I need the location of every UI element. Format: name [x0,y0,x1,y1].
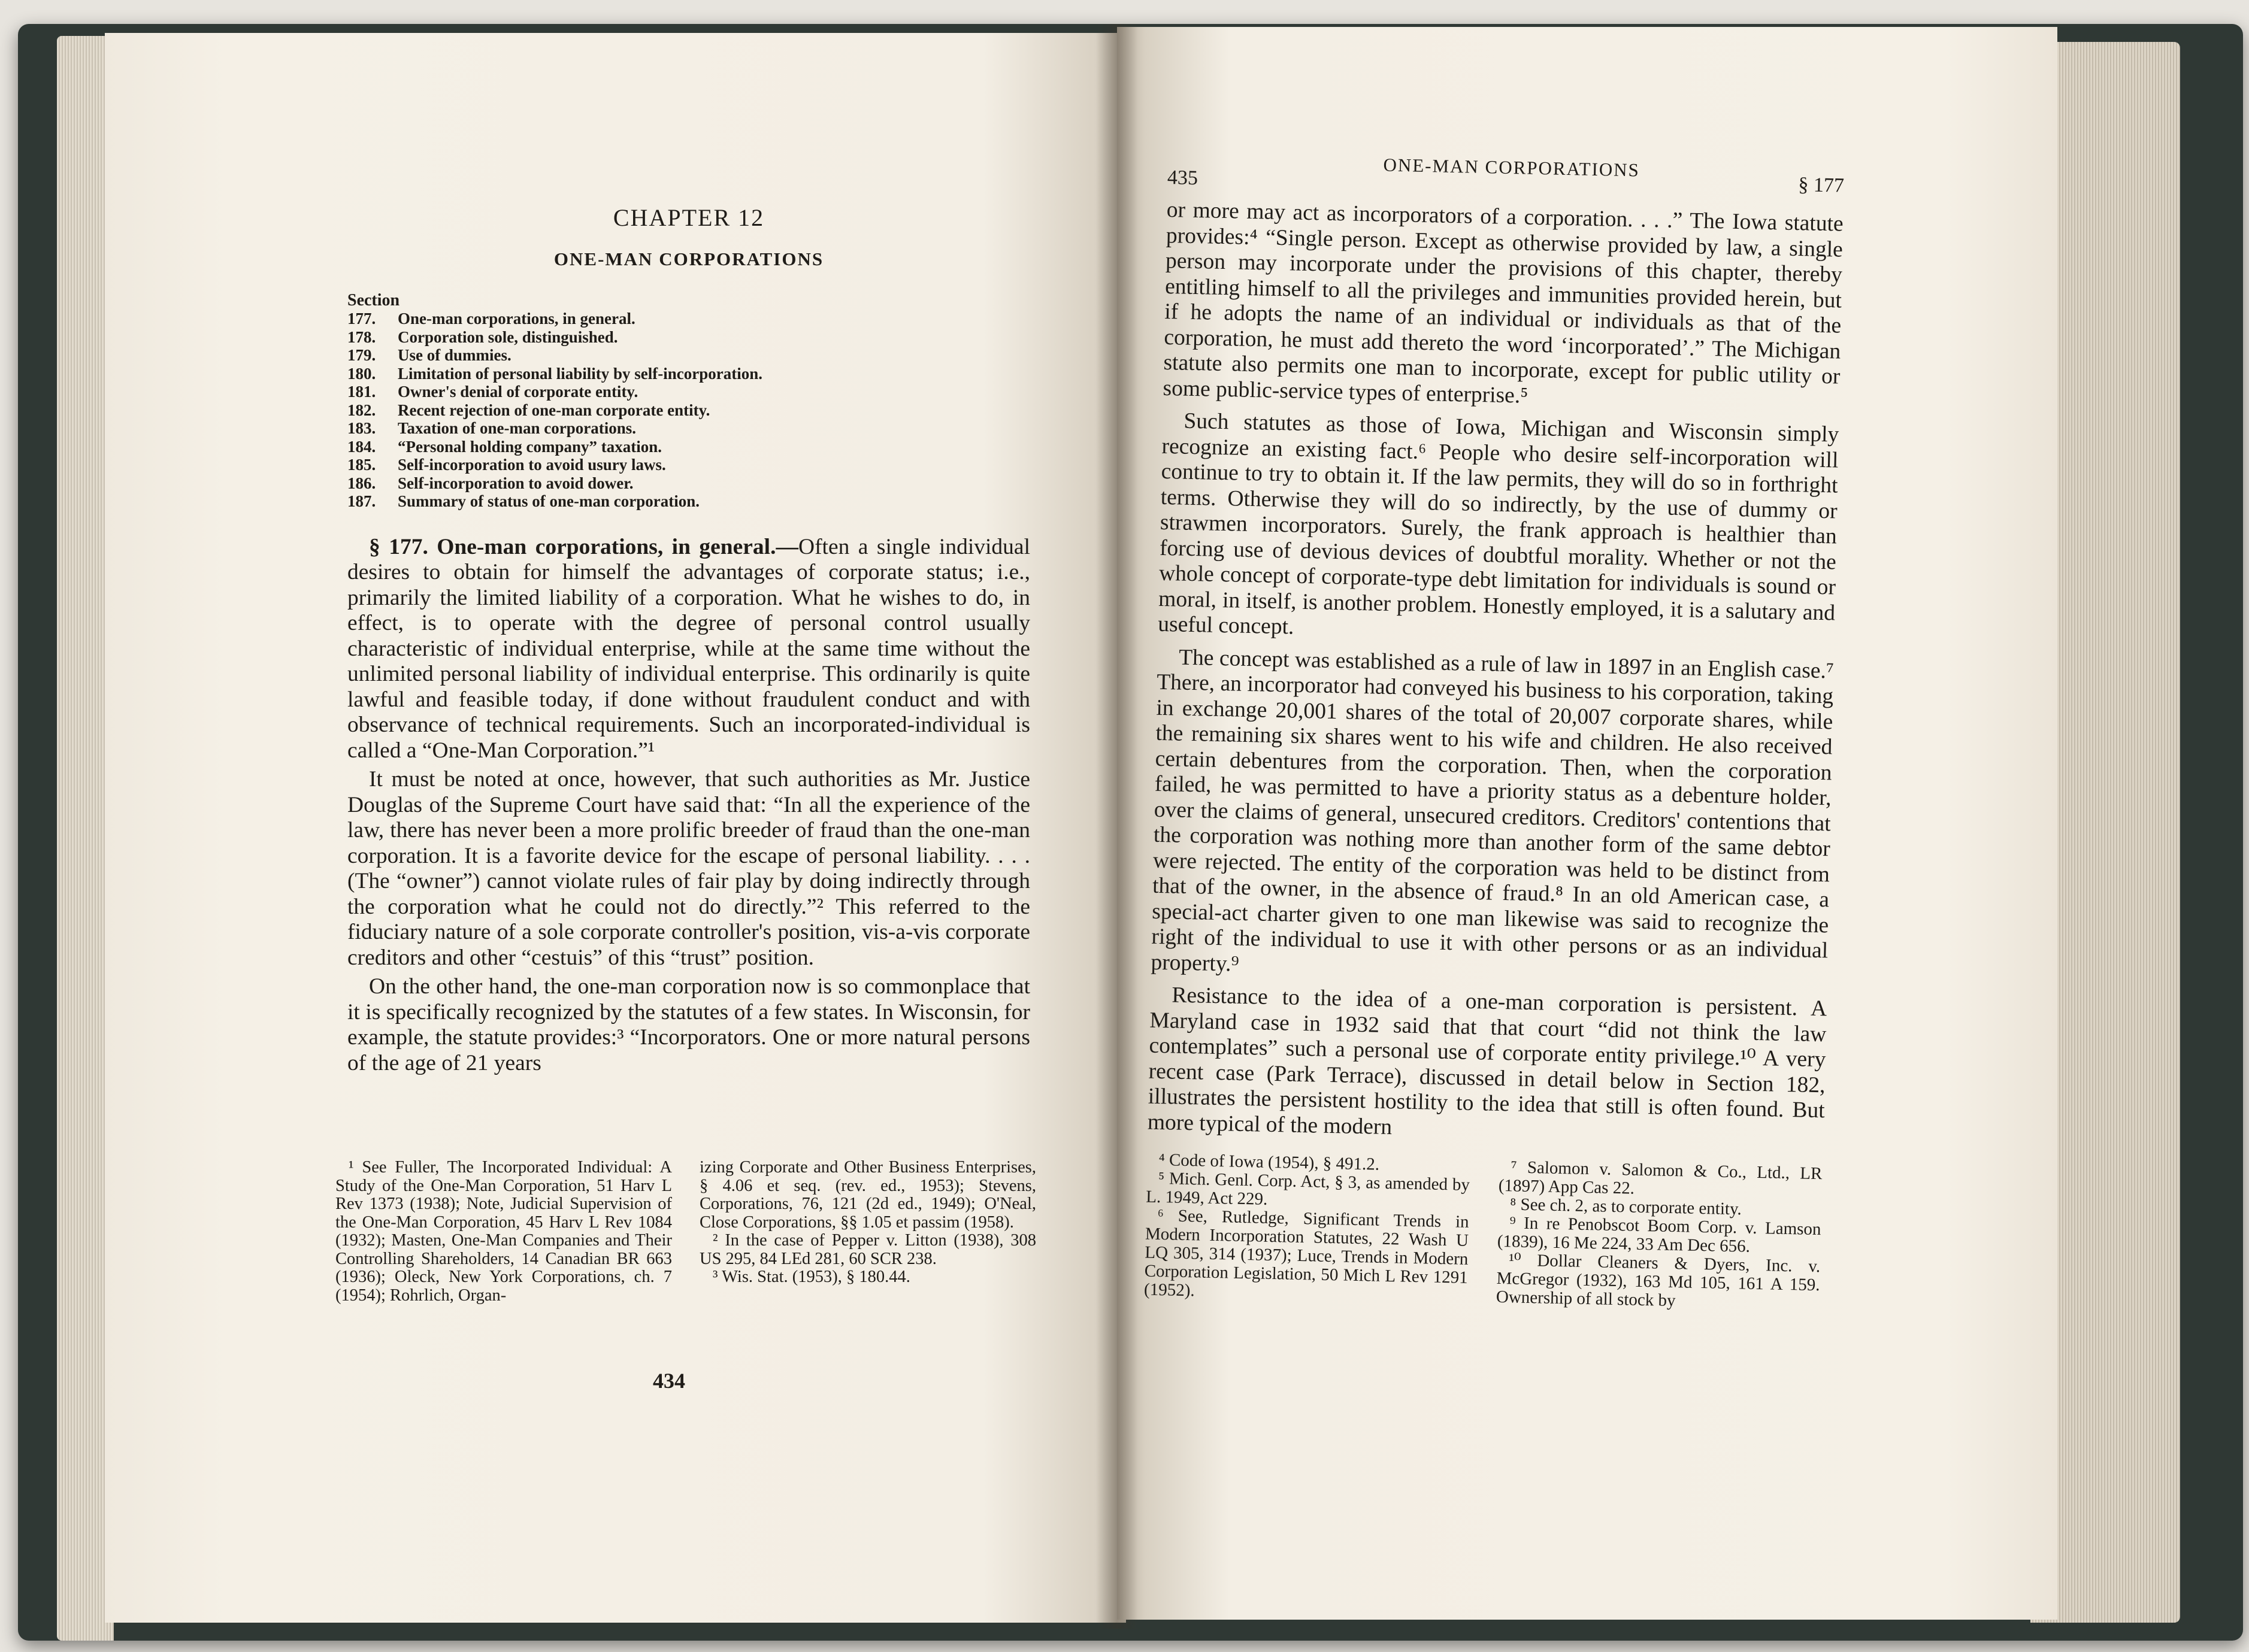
toc-item: 180. Limitation of personal liability by self-incorporation. [347,364,763,383]
toc-item: 187. Summary of status of one-man corporation. [347,492,700,510]
footnote: ¹⁰ Dollar Cleaners & Dyers, Inc. v. McGregor (1932), 163 Md 105, 161 A 159. Ownership of all stock by [1496,1250,1821,1311]
section-heading: § 177. One-man corporations, in general.— [369,534,798,559]
toc-item: 183. Taxation of one-man corporations. [347,419,637,437]
footnote: ⁴ Code of Iowa (1954), § 491.2. [1158,1150,1380,1174]
page-number: 435 [1167,166,1198,190]
footnote: ³ Wis. Stat. (1953), § 180.44. [713,1268,910,1286]
paragraph: Such statutes as those of Iowa, Michigan and Wisconsin simply recognize an existing fact.⁶ People who desire self-incorporation will continue to try to obtain it. If the law permits, they will do so in forthright terms. Otherwise they will do so indirectly, by the use of dummy or strawmen incorporators. Surely, the frank approach is healthier than forcing use of devious devices of doubtful morality. Whether or not the whole concept of corporate-type debt limitation for individuals is sound or moral, in itself, is another problem. Honestly employed, it is a salutary and useful concept. [1157,408,1839,639]
footnote: ⁸ See ch. 2, as to corporate entity. [1509,1195,1742,1219]
toc-item: 184. “Personal holding company” taxation. [347,437,662,456]
toc-item: 186. Self-incorporation to avoid dower. [347,474,634,492]
chapter-title: ONE-MAN CORPORATIONS [553,248,824,269]
footnote: ⁹ In re Penobscot Boom Corp. v. Lamson (1839), 16 Me 224, 33 Am Dec 656. [1497,1213,1821,1256]
page-number: 434 [653,1369,685,1393]
left-body-text [347,535,1030,1077]
running-title: ONE-MAN CORPORATIONS [1383,154,1640,181]
footnote-column [700,1159,1036,1305]
paragraph: or more may act as incorporators of a corporation. . . .” The Iowa statute provides:⁴ “Single person. Except as otherwise provided by law, a single person may incorporate under the provisions of this chapter, thereby entitling himself to all the privileges and immunities provided herein, but if he adopts the name of an individual or individuals as that of the corporation, he must add thereto the word ‘incorporated’.” The Michigan statute also permits one man to incorporate, except for public utility or some public-service types of enterprise.⁵ [1163,197,1844,408]
left-footnotes [335,1159,1036,1305]
toc-item: 185. Self-incorporation to avoid usury laws. [347,456,666,474]
toc-item: 182. Recent rejection of one-man corporate entity. [347,401,710,419]
footnote: ⁷ Salomon v. Salomon & Co., Ltd., LR (1897) App Cas 22. [1498,1157,1823,1198]
paragraph: The concept was established as a rule of law in 1897 in an English case.⁷ There, an incorporator had conveyed his business to his corporation, taking in exchange 20,001 shares of the total of 20,007 corporate shares, while the remaining six shares went to his wife and children. He also received certain debentures from the corporation. Then, when the corporation failed, he was permitted to have a priority status as a debenture holder, over the claims of general, unsecured creditors. Creditors' contentions that the corporation was nothing more than another form of the same debtor were rejected. The entity of the corporation was held to be distinct from that of the owner, in the absence of fraud.⁸ In an old American case, a special-act charter given to one man likewise was said to recognize the right of the individual to use it with other persons or as an individual property.⁹ [1151,645,1835,977]
footnote: ² In the case of Pepper v. Litton (1938), 308 US 295, 84 LEd 281, 60 SCR 238. [700,1231,1036,1268]
paragraph: It must be noted at once, however, that such authorities as Mr. Justice Douglas of the Supreme Court have said that: “In all the experience of the law, there has never been a more prolific breeder of fraud than the one-man corporation. It is a favorite device for the escape of personal liability. . . .(The “owner”) cannot violate rules of fair play by doing indirectly through the corporation what he could not do directly.”² This referred to the fiduciary nature of a sole corporate controller's position, vis-a-vis corporate creditors and other “cestuis” of this “trust” position. [347,767,1030,970]
footnote: ⁵ Mich. Genl. Corp. Act, § 3, as amended by L. 1949, Act 229. [1146,1169,1470,1209]
footnote: ¹ See Fuller, The Incorporated Individual: A Study of the One-Man Corporation, 51 Harv L Rev 1373 (1938); Note, Judicial Supervision of the One-Man Corporation, 45 Harv L Rev 1084 (1932); Masten, One-Man Companies and Their Controlling Shareholders, 14 Canadian BR 663 (1936); Oleck, New York Corporations, ch. 7 (1954); Rohrlich, Organ- [335,1158,672,1305]
chapter-number: CHAPTER 12 [613,204,765,231]
right-footnotes [1144,1151,1824,1314]
left-page-content [347,204,1030,1080]
right-page-content [1144,150,1845,1313]
right-body-text [1148,198,1844,1149]
paragraph: Resistance to the idea of a one-man corporation is persistent. A Maryland case in 1932 said that that court “did not think the law contemplates” such a personal use of corporate entity privilege.¹⁰ A very recent case (Park Terrace), discussed in detail below in Section 182, illustrates the persistent hostility to the idea that still is often found. But more typical of the modern [1147,983,1827,1139]
footnote-column [335,1159,672,1305]
paragraph: On the other hand, the one-man corporation now is so commonplace that it is specifically recognized by the statutes of a few states. In Wisconsin, for example, the statute provides:³ “Incorporators. One or more natural persons of the age of 21 years [347,974,1030,1075]
footnote-column [1496,1158,1823,1313]
paragraph: § 177. One-man corporations, in general.—Often a single individual desires to obtain for himself the advantages of corporate status; i.e., primarily the limited liability of a corporation. What he wishes to do, in effect, is to operate with the degree of personal control usually characteristic of individual enterprise, while at the same time without the unlimited personal liability of individual enterprise. This ordinarily is quite lawful and feasible today, if done without fraudulent conduct and with observance of technical requirements. Such an incorporated-individual is called a “One-Man Corporation.”¹ [347,534,1030,763]
book-gutter [1096,24,1138,1629]
footnote-column [1144,1151,1470,1306]
footnote: izing Corporate and Other Business Enterprises, § 4.06 et seq. (rev. ed., 1953); Stevens, Corporations, 76, 121 (2d ed., 1949); O'Neal, Close Corporations, §§ 1.05 et passim (1958). [700,1158,1036,1232]
toc-heading: Section [347,291,400,310]
toc-item: 178. Corporation sole, distinguished. [347,328,618,346]
toc-item: 177. One-man corporations, in general. [347,310,635,328]
section-mark: § 177 [1798,174,1845,197]
footnote: ⁶ See, Rutledge, Significant Trends in Modern Incorporation Statutes, 22 Wash U LQ 305, 314 (1937); Luce, Trends in Modern Corporation Legislation, 50 Mich L Rev 1291 (1952). [1143,1206,1469,1301]
toc-list [347,310,1030,511]
toc-item: 179. Use of dummies. [347,346,511,364]
toc-item: 181. Owner's denial of corporate entity. [347,383,638,401]
